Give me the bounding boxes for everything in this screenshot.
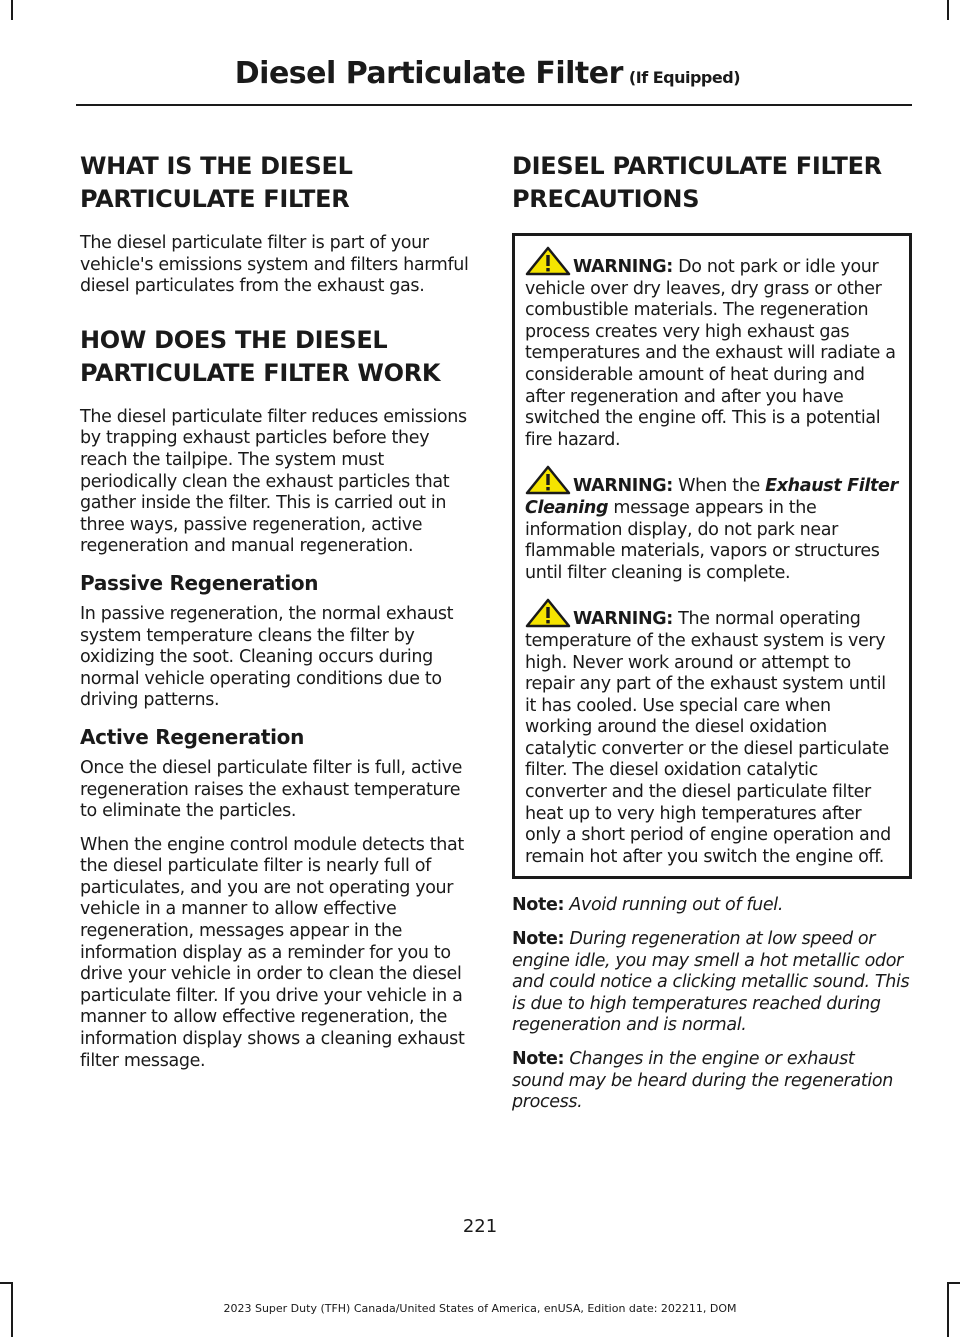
page-header-title [235,56,740,91]
edition-footer: 2023 Super Duty (TFH) Canada/United States of America, enUSA, Edition date: 202211, DOM [223,1302,737,1315]
warning-label: WARNING: [573,609,673,630]
right-column [512,150,910,1126]
note-1-text: Avoid running out of fuel. [569,895,784,916]
note-3 [512,1049,910,1114]
warning-2-text-post: message appears in the information display, do not park near flammable materials, vapors or structures until filter cleaning is complete. [525,497,880,583]
header-title-suffix: (If Equipped) [628,68,740,87]
note-2-text: During regeneration at low speed or engine idle, you may smell a hot metallic odor and could notice a clicking metallic sound. This is due to high temperatures reached during regeneration and is normal. [512,929,910,1036]
warning-3 [525,598,901,868]
crop-mark-bottom-right-h [948,1282,960,1284]
warning-triangle-icon [525,246,571,276]
warning-label: WARNING: [573,257,673,277]
warning-2-message-name: Exhaust Filter Cleaning [525,476,898,518]
warning-1-text: Do not park or idle your vehicle over dry leaves, dry grass or other combustible materials. The regeneration process creates very high exhaust gas temperatures and the exhaust will radiate a considerable amount of heat during and after regeneration and after you have switched the engine off. This is a potential fire hazard. [525,257,896,450]
note-2 [512,929,910,1037]
note-1 [512,895,910,917]
note-label: Note: [512,895,565,916]
crop-mark-top-right [947,0,949,20]
crop-mark-bottom-left-h [0,1282,12,1284]
left-column [80,150,478,1084]
paragraph-what-is-dpf: The diesel particulate filter is part of your vehicle's emissions system and filters harmful diesel particulates from the exhaust gas. [80,233,469,297]
warning-2-text-pre: When the [678,476,760,497]
header-title-text: Diesel Particulate Filter [234,56,623,91]
heading-how-dpf-works: HOW DOES THE DIESEL PARTICULATE FILTER WORK [80,325,441,387]
paragraph-active-regeneration-2: When the engine control module detects that the diesel particulate filter is nearly full of particulates, and you are not operating your vehicle in a manner to allow effective regeneration, messages appear in the information display as a reminder for you to drive your vehicle in order to clean the diesel particulate filter. If you drive your vehicle in a manner to allow effective regeneration, the information display shows a cleaning exhaust filter message. [80,834,465,1071]
page-number: 221 [462,1216,498,1237]
warning-1 [525,246,901,451]
heading-passive-regeneration: Passive Regeneration [80,570,319,595]
warning-2 [525,465,901,584]
heading-active-regeneration: Active Regeneration [80,724,305,749]
note-label: Note: [512,929,565,950]
warning-triangle-icon [525,465,571,495]
warning-label: WARNING: [573,476,673,497]
heading-dpf-precautions: DIESEL PARTICULATE FILTER PRECAUTIONS [512,152,882,213]
warning-3-text: The normal operating temperature of the exhaust system is very high. Never work around or attempt to repair any part of the exhaust system until it has cooled. Use special care when working around the diesel oxidation catalytic converter or the diesel particulate filter. The diesel oxidation catalytic converter and the diesel particulate filter heat up to very high temperatures after only a short period of engine operation and remain hot after you switch the engine off. [525,609,891,867]
heading-what-is-dpf: WHAT IS THE DIESEL PARTICULATE FILTER [80,152,353,213]
header-rule [76,104,912,106]
paragraph-active-regeneration-1: Once the diesel particulate filter is full, active regeneration raises the exhaust temperature to eliminate the particles. [80,757,462,822]
crop-mark-top-left [11,0,13,20]
paragraph-passive-regeneration: In passive regeneration, the normal exhaust system temperature cleans the filter by oxidizing the soot. Cleaning occurs during normal vehicle operating conditions due to driving patterns. [80,603,454,711]
note-3-text: Changes in the engine or exhaust sound may be heard during the regeneration process. [512,1049,893,1113]
warning-box [512,233,912,879]
note-label: Note: [512,1049,565,1069]
warning-triangle-icon [525,598,571,628]
paragraph-how-dpf-works: The diesel particulate filter reduces emissions by trapping exhaust particles before they reach the tailpipe. The system must periodically clean the exhaust particles that gather inside the filter. This is carried out in three ways, passive regeneration, active regeneration and manual regeneration. [80,406,467,557]
